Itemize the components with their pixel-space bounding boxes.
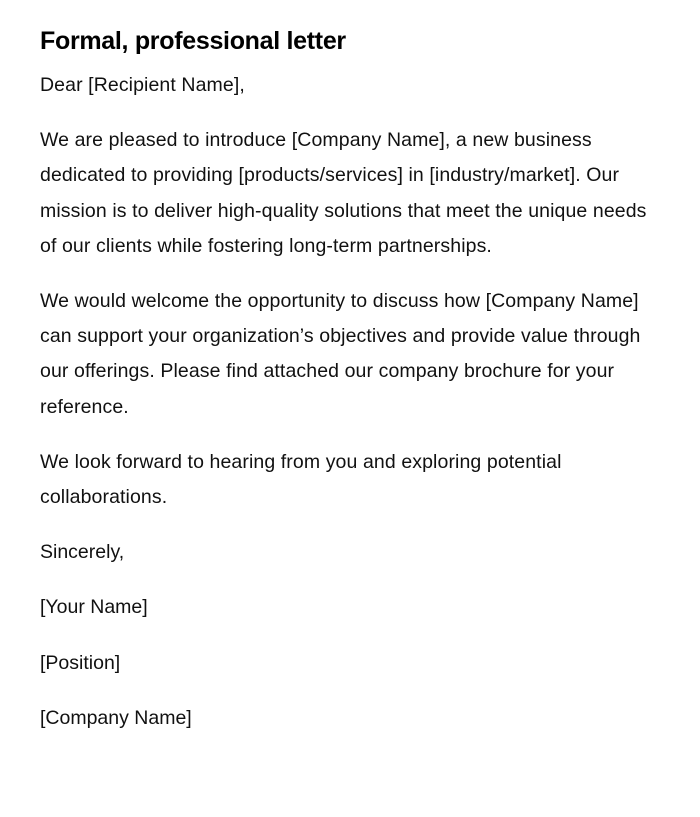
body-paragraph-intro: We are pleased to introduce [Company Name], a new business dedicated to providing [products/services] in [industry/market]. Our mission is to deliver high-quality solutions that meet the unique needs of our clients while fostering long-term partnerships. [40,129,647,257]
signature-company: [Company Name] [40,706,192,729]
body-paragraph-closing: We look forward to hearing from you and exploring potential collaborations. [40,450,562,509]
signature-name: [Your Name] [40,596,148,619]
document-title: Formal, professional letter [40,27,346,55]
closing-phrase: Sincerely, [40,541,125,564]
salutation: Dear [Recipient Name], [40,74,245,96]
signature-position: [Position] [40,651,121,674]
body-paragraph-proposal: We would welcome the opportunity to discuss how [Company Name] can support your organization’s objectives and provide value through our offerings. Please find attached our company brochure for your reference. [40,290,641,418]
